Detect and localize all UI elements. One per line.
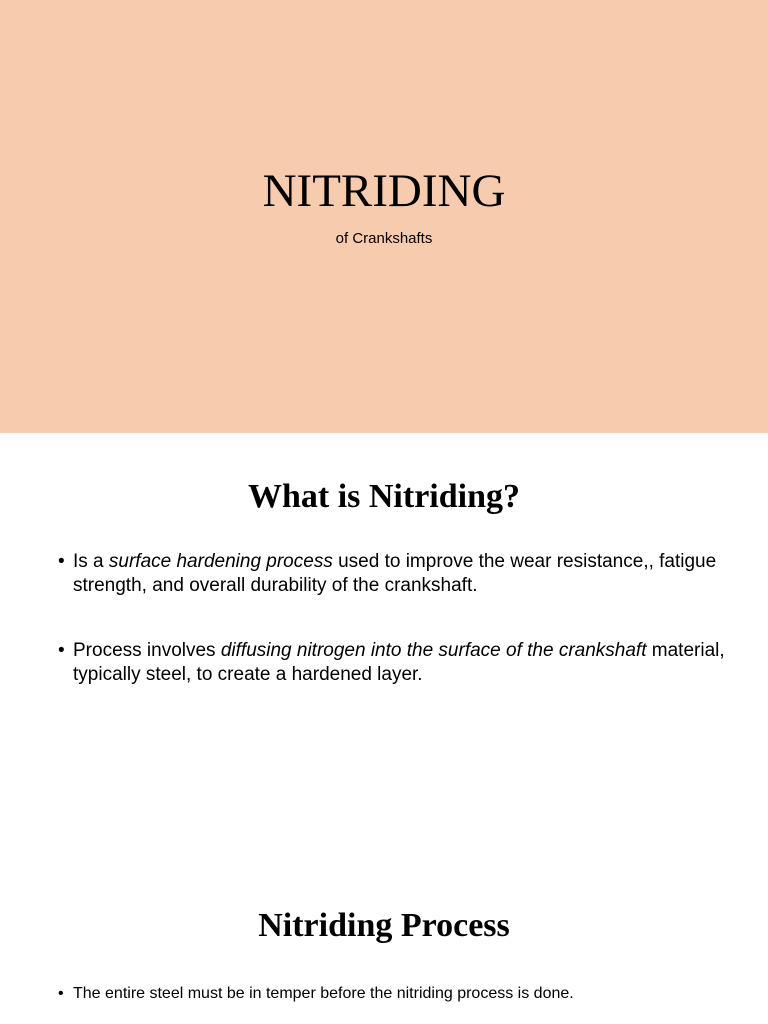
- slide-title: NITRIDING: [262, 165, 506, 217]
- title-slide: [0, 0, 768, 433]
- bullet-text: Process involves: [73, 640, 221, 661]
- definition-slide: [0, 433, 768, 865]
- slide-subtitle: of Crankshafts: [335, 230, 433, 247]
- process-slide: [0, 865, 768, 1024]
- bullet-dot: •: [58, 985, 64, 1002]
- bullet-item: [58, 550, 733, 598]
- bullet-text: The entire steel must be in temper before the nitriding process is done.: [73, 985, 574, 1002]
- bullet-emphasis: diffusing nitrogen into the surface of the crankshaft: [220, 640, 647, 661]
- bullet-item: [58, 983, 753, 1005]
- bullet-emphasis: surface hardening process: [108, 551, 333, 572]
- bullet-text: material, typically steel, to create a hardened layer.: [73, 640, 725, 685]
- bullet-dot: •: [58, 551, 65, 572]
- slide-heading: Nitriding Process: [258, 907, 510, 944]
- slide-heading: What is Nitriding?: [247, 478, 521, 515]
- bullet-text: used to improve the wear resistance,, fatigue strength, and overall durability of the crankshaft.: [73, 551, 717, 596]
- bullet-dot: •: [58, 640, 65, 661]
- bullet-item: [58, 639, 733, 687]
- bullet-text: Is a: [73, 551, 109, 572]
